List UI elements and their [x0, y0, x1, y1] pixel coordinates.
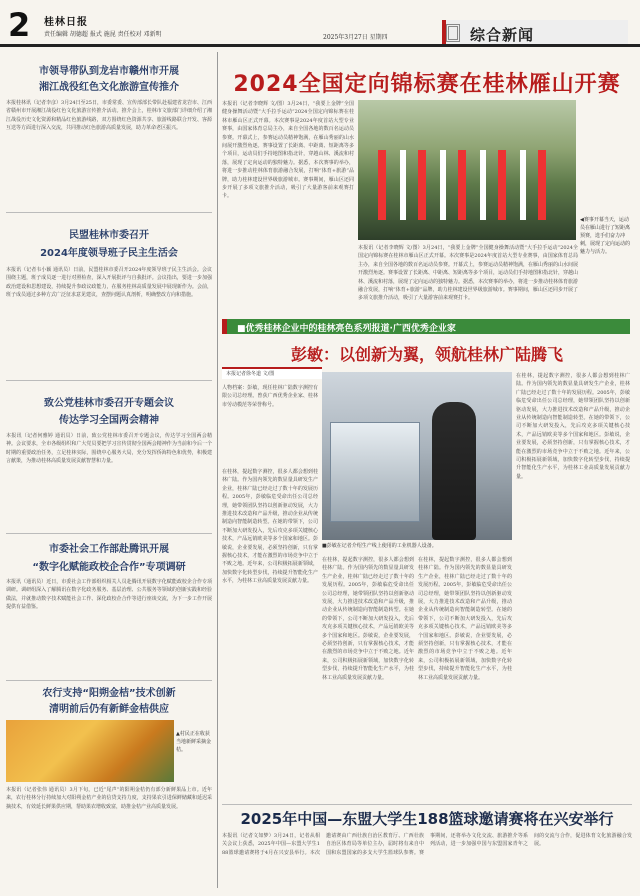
article-1-title-line1: 市领导带队到龙岩市赣州市开展 [39, 66, 179, 77]
article-2-body: 本报讯（记者韦小颖 通讯员）日前，民盟桂林市委召开2024年度领导班子民主生活会。会议围绕主题，班子成员逐一进行对照检查，深入开展批评与自我批评。会议指出，要进一步加强政治建设和思想建设，持续提升参政议政能力，在服务桂林高质量发展中展现新作为。会前，班子成员通过多种方式广泛征求意见建议，查摆问题认真剖析，明确整改方向和措施。 [6, 267, 212, 299]
feature-body-col1: 在桂林，提起数字测控，很多人都会想到桂林广陆。作为国内领先的数显量具研发生产企业，桂林广陆已经走过了数十年的发展历程。2005年，彭敏临危受命出任公司总经理，她带领团队坚持以创新驱动发展，大力推进技术改造和产品升级，推动企业从传统制造向智能制造转型。在她的带领下，公司不断加大研发投入，先后攻克多项关键核心技术，产品远销欧美等多个国家和地区。彭敏说，企业要发展，必须坚持创新，只有掌握核心技术，才能在激烈的市场竞争中立于不败之地。近年来，公司积极拓展新领域，加快数字化转型步伐，持续提升智能化生产水平，为桂林工业高质量发展贡献力量。 [222, 469, 318, 585]
article-5-title-line1: 农行支持“阳朔金桔”技术创新 [42, 688, 176, 699]
divider [6, 212, 212, 213]
feature-byline: 本报记者徐冬道 文/图 [222, 367, 322, 379]
main-article-body-col1: 本报讯（记者李晓辉 文/图）3月24日，“我要上金牌”全国健身操舞活动暨“大手拉手运动”2024全国定向锦标赛在桂林市雁山区正式开幕。本次赛事是2024年度首站大型专业赛事，由国家体育总局主办，来自全国各地的数百名运动员参赛。开幕式上，参赛运动员精神饱满，在雁山秀丽的山水间展开激烈角逐。赛事设置了长距离、中距离、短距离等多个项目，运动员们手持地图和指北针，穿越山林、溪流和村落，展现了定向运动的独特魅力。据悉，本次赛事的举办，将进一步推动桂林体育旅游融合发展，打响“体育+旅游”品牌，助力桂林建设世界级旅游城市。赛事期间，雁山区还同步开展了多项文旅推介活动，吸引了大量游客前来观赛打卡。 [222, 101, 354, 200]
column-divider [217, 52, 218, 888]
page-number: 2 [8, 6, 31, 44]
feature-profile: 人物档案：彭敏，现任桂林广陆数字测控有限公司总经理。曾获广西优秀企业家、桂林市劳动模范等荣誉称号。 [222, 385, 318, 408]
section-title: 综合新闻 [470, 26, 535, 44]
divider [222, 804, 632, 805]
article-5-title-line2: 清明前后仍有新鲜金桔供应 [49, 704, 169, 715]
masthead [0, 0, 640, 62]
bottom-headline: 2025年中国—东盟大学生188篮球邀请赛将在兴安举行 [240, 810, 614, 828]
main-article-body-col2: 本报讯（记者李晓辉 文/图）3月24日，“我要上金牌”全国健身操舞活动暨“大手拉手运动”2024全国定向锦标赛在桂林市雁山区正式开幕。本次赛事是2024年度首站大型专业赛事，由国家体育总局主办，来自全国各地的数百名运动员参赛。开幕式上，参赛运动员精神饱满，在雁山秀丽的山水间展开激烈角逐。赛事设置了长距离、中距离、短距离等多个项目，运动员们手持地图和指北针，穿越山林、溪流和村落，展现了定向运动的独特魅力。据悉，本次赛事的举办，将进一步推动桂林体育旅游融合发展，打响“体育+旅游”品牌，助力桂林建设世界级旅游城市。赛事期间，雁山区还同步开展了多项文旅推介活动，吸引了大量游客前来观赛打卡。 [358, 245, 578, 302]
runner-figures [378, 150, 558, 220]
paper-name: 桂林日报 [44, 17, 88, 28]
machine-figure [330, 422, 420, 522]
article-4-body: 本报讯（通讯员）近日，市委社会工作部组织相关人员赴腾讯开展数字化赋能政校企合作专项调研。调研组深入了解腾讯在数字化政务服务、基层治理、公共服务等领域的创新实践和经验做法，并就推动数字技术赋能社会工作、深化政校企合作等进行座谈交流，为下一步工作开展提供有益借鉴。 [6, 579, 212, 611]
race-photo-caption: ◀赛事开幕当天，运动员在雁山进行了短距离预赛，选手们奋力冲刺，展现了定向运动的魅力与活力。 [580, 217, 631, 255]
article-3-body: 本报讯（记者何雅婷 通讯员）日前，致公党桂林市委召开专题会议，传达学习全国两会精神。会议要求，全市各级组织和广大党员要把学习宣传贯彻全国两会精神作为当前和今后一个时期的重要政治任务，立足桂林实际，围绕中心服务大局，充分发挥侨海特色和优势，积极建言献策，为推动桂林高质量发展贡献智慧和力量。 [6, 433, 212, 465]
feature-body-col2b: 在桂林，提起数字测控，很多人都会想到桂林广陆。作为国内领先的数显量具研发生产企业，桂林广陆已经走过了数十年的发展历程。2005年，彭敏临危受命出任公司总经理，她带领团队坚持以创新驱动发展，大力推进技术改造和产品升级，推动企业从传统制造向智能制造转型。在她的带领下，公司不断加大研发投入，先后攻克多项关键核心技术，产品远销欧美等多个国家和地区。彭敏说，企业要发展，必须坚持创新，只有掌握核心技术，才能在激烈的市场竞争中立于不败之地。近年来，公司积极拓展新领域，加快数字化转型步伐，持续提升智能化生产水平，为桂林工业高质量发展贡献力量。 [418, 557, 512, 681]
factory-photo [322, 372, 512, 540]
feature-title: 彭敏：以创新为翼，领航桂林广陆腾飞 [290, 345, 563, 364]
person-figure [432, 402, 476, 540]
bottom-article-body: 本报讯（记者文如梦）3月24日，记者从相关会议上获悉，2025年中国—东盟大学生188篮球邀请赛将于4月在兴安县举行。本次邀请赛由广西壮族自治区教育厅、广西壮族自治区体育局等单位主办，届时将有来自中国和东盟国家的多支大学生篮球队参赛。赛事期间，还将举办文化交流、旅游推介等系列活动，进一步加强中国与东盟国家青年之间的交流与合作，促进体育文化旅游融合发展。 [222, 833, 632, 856]
article-2-title-line2: 2024年度领导班子民主生活会 [40, 248, 178, 259]
article-4-title-line2: “数字化赋能政校企合作”专项调研 [32, 562, 186, 573]
orange-photo [6, 720, 174, 782]
race-photo [358, 100, 576, 240]
article-5-body: 本报讯（记者张伟 通讯员）3月下旬，已近“尾声”的阳朔金桔仍有部分新鲜果品上市。近年来，农行桂林分行持续加大对阳朔金桔产业的信贷支持力度，支持果农引进保鲜储藏和延迟采摘技术，有效延长鲜果供应期，帮助果农增收致富，助推金桔产业高质量发展。 [6, 787, 212, 810]
series-banner-text: ■优秀桂林企业中的桂林亮色系列报道·广西优秀企业家 [237, 324, 456, 334]
divider [6, 680, 212, 681]
feature-body-col3: 在桂林，提起数字测控，很多人都会想到桂林广陆。作为国内领先的数显量具研发生产企业，桂林广陆已经走过了数十年的发展历程。2005年，彭敏临危受命出任公司总经理，她带领团队坚持以创新驱动发展，大力推进技术改造和产品升级，推动企业从传统制造向智能制造转型。在她的带领下，公司不断加大研发投入，先后攻克多项关键核心技术，产品远销欧美等多个国家和地区。彭敏说，企业要发展，必须坚持创新，只有掌握核心技术，才能在激烈的市场竞争中立于不败之地。近年来，公司积极拓展新领域，加快数字化转型步伐，持续提升智能化生产水平，为桂林工业高质量发展贡献力量。 [516, 373, 630, 480]
section-ornament-icon [446, 24, 460, 42]
article-3-title-line1: 致公党桂林市委召开专题会议 [44, 398, 174, 409]
divider [6, 533, 212, 534]
factory-photo-caption: ■彭敏在记者介绍生产线上使用的工业机器人设备。 [322, 543, 437, 549]
feature-body-col2a: 在桂林，提起数字测控，很多人都会想到桂林广陆。作为国内领先的数显量具研发生产企业，桂林广陆已经走过了数十年的发展历程。2005年，彭敏临危受命出任公司总经理，她带领团队坚持以创新驱动发展，大力推进技术改造和产品升级，推动企业从传统制造向智能制造转型。在她的带领下，公司不断加大研发投入，先后攻克多项关键核心技术，产品远销欧美等多个国家和地区。彭敏说，企业要发展，必须坚持创新，只有掌握核心技术，才能在激烈的市场竞争中立于不败之地。近年来，公司积极拓展新领域，加快数字化转型步伐，持续提升智能化生产水平，为桂林工业高质量发展贡献力量。 [322, 557, 414, 681]
article-4-title-line1: 市委社会工作部赴腾讯开展 [49, 544, 169, 555]
main-headline: 2024全国定向锦标赛在桂林雁山开赛 [233, 72, 621, 97]
divider [6, 380, 212, 381]
issue-date: 2025年3月27日 星期四 [323, 34, 388, 41]
masthead-rule [0, 44, 640, 47]
article-3-title-line2: 传达学习全国两会精神 [59, 415, 159, 426]
article-2-title-line1: 民盟桂林市委召开 [69, 230, 149, 241]
orange-photo-caption: ▲村民正在收获当地新鲜采摘金桔。 [176, 731, 212, 753]
article-1-title-line2: 湘江战役红色文化旅游宣传推介 [39, 82, 179, 93]
article-1-body: 本报桂林讯（记者李彦）3月24日至25日，市委常委、宣传部部长带队赴福建省龙岩市、江西省赣州市开展湘江战役红色文化旅游宣传推介活动。推介会上，桂林市文旅部门详细介绍了湘江战役历史文化资源和精品红色旅游线路，双方围绕红色资源共享、旅游线路联合开发、客源互送等方面进行深入交流，共同推动红色旅游高质量发展，助力革命老区振兴。 [6, 100, 212, 132]
series-banner [222, 319, 630, 334]
section-banner [442, 20, 628, 46]
staff-credits: 责任编辑 胡德超 报式 施昆 责任校对 邓新明 [44, 31, 162, 38]
